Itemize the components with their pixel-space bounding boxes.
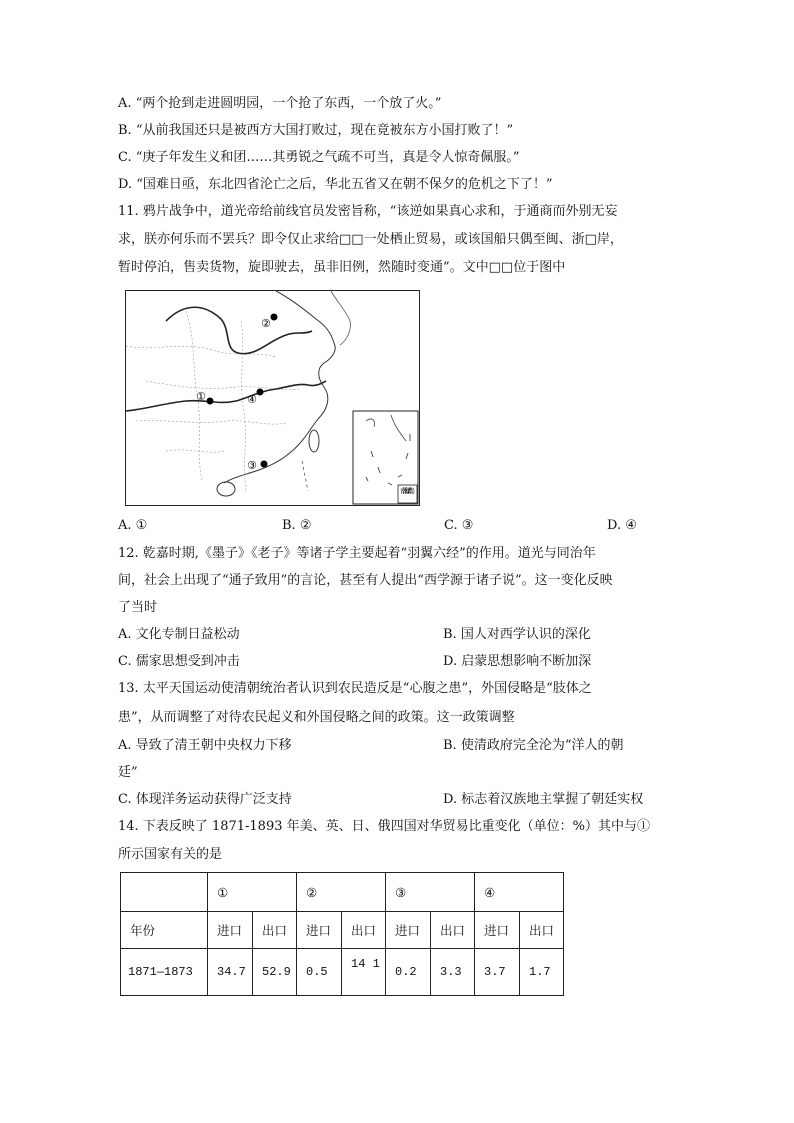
table-subheader: 进口	[208, 912, 253, 949]
q11-option-a: A. ①	[118, 518, 148, 533]
table-subheader: 出口	[520, 912, 564, 949]
q12-option-c: C. 儒家思想受到冲击	[118, 654, 240, 669]
table-header-row	[121, 873, 564, 912]
table-country-header-1: ①	[208, 873, 297, 912]
inset-label: 南海诸岛	[400, 487, 415, 495]
map-point-2-label: ②	[261, 317, 271, 330]
q13-option-c: C. 体现洋务运动获得广泛支持	[118, 792, 292, 807]
table-value-cell: 1.7	[520, 949, 564, 996]
table-value-cell: 14 1	[342, 949, 386, 996]
q11-stem-line-2: 求，朕亦何乐而不罢兵？即令仅止求给□□一处栖止贸易，或该国船只偶至闽、浙□岸，	[118, 232, 623, 247]
map-point-3-marker	[261, 461, 268, 468]
table-subheader: 出口	[253, 912, 297, 949]
q11-option-b: B. ②	[282, 518, 312, 533]
table-subheader: 进口	[297, 912, 342, 949]
q12-option-a: A. 文化专制日益松动	[118, 627, 240, 642]
coastline	[224, 291, 335, 483]
map-point-2-marker	[271, 314, 278, 321]
q13-option-d: D. 标志着汉族地主掌握了朝廷实权	[443, 792, 644, 807]
south-china-sea-inset	[353, 411, 418, 504]
q13-stem-line-1: 13. 太平天国运动使清朝统治者认识到农民造反是“心腹之患”，外国侵略是“肢体之	[118, 681, 592, 696]
table-year-cell: 1871—1873	[121, 949, 208, 996]
table-value-cell: 3.7	[475, 949, 520, 996]
table-value-cell: 34.7	[208, 949, 253, 996]
map-point-3-label: ③	[247, 459, 257, 472]
table-value-cell: 0.2	[386, 949, 431, 996]
q11-stem-line-3: 暂时停泊，售卖货物，旋即驶去，虽非旧例，然随时变通”。文中□□位于图中	[118, 260, 566, 275]
q13-stem-line-2: 患”，从而调整了对待农民起义和外国侵略之间的政策。这一政策调整	[118, 710, 515, 725]
q11-option-c: C. ③	[444, 518, 474, 533]
table-country-header-4: ④	[475, 873, 564, 912]
q13-option-a: A. 导致了清王朝中央权力下移	[118, 738, 292, 753]
table-value-cell: 3.3	[431, 949, 475, 996]
table-value-cell: 52.9	[253, 949, 297, 996]
q12-stem-line-1: 12. 乾嘉时期,《墨子》《老子》等诸子学主要起着“羽翼六经”的作用。道光与同治年	[118, 546, 596, 561]
q14-stem-line-2: 所示国家有关的是	[118, 847, 223, 862]
q10-option-c: C. “庚子年发生义和团……其勇锐之气疏不可当，真是令人惊奇佩服。”	[118, 150, 520, 165]
q14-stem-line-1: 14. 下表反映了 1871-1893 年美、英、日、俄四国对华贸易比重变化（单位：%）其中与①	[118, 819, 650, 834]
q11-stem-line-1: 11. 鸦片战争中，道光帝给前线官员发密旨称，“该逆如果真心求和，于通商而外别无妄	[118, 204, 618, 219]
yangtze-river	[126, 381, 326, 411]
table-subheader: 进口	[386, 912, 431, 949]
q13-option-b-continued: 廷”	[118, 765, 138, 780]
table-corner-cell	[121, 873, 208, 912]
q12-stem-line-2: 间，社会上出现了“通子致用”的言论，甚至有人提出“西学源于诸子说”。这一变化反映	[118, 573, 613, 588]
table-value-cell: 0.5	[297, 949, 342, 996]
q12-stem-line-3: 了当时	[118, 600, 158, 615]
trade-share-table	[120, 872, 564, 996]
map-point-1-marker	[207, 398, 214, 405]
table-subheader: 出口	[431, 912, 475, 949]
q10-option-d: D. “国难日亟，东北四省沦亡之后，华北五省又在朝不保夕的危机之下了！”	[118, 177, 553, 192]
q10-option-a: A. “两个抢到走进圆明园，一个抢了东西，一个放了火。”	[118, 96, 442, 111]
map-point-1-label: ①	[196, 390, 206, 403]
q12-option-b: B. 国人对西学认识的深化	[443, 627, 591, 642]
china-map-figure	[125, 290, 420, 506]
q10-option-b: B. “从前我国还只是被西方大国打败过，现在竟被东方小国打败了！”	[118, 123, 514, 138]
table-country-header-2: ②	[297, 873, 386, 912]
table-subheader: 出口	[342, 912, 386, 949]
table-country-header-3: ③	[386, 873, 475, 912]
table-row	[121, 949, 564, 996]
table-year-header: 年份	[121, 912, 208, 949]
table-subheader: 进口	[475, 912, 520, 949]
q12-option-d: D. 启蒙思想影响不断加深	[443, 654, 592, 669]
map-point-4-marker	[257, 389, 264, 396]
map-point-4-label: ④	[247, 393, 257, 406]
q11-option-d: D. ④	[607, 518, 637, 533]
table-subheader-row	[121, 912, 564, 949]
q13-option-b: B. 使清政府完全沦为“洋人的朝	[443, 738, 624, 753]
